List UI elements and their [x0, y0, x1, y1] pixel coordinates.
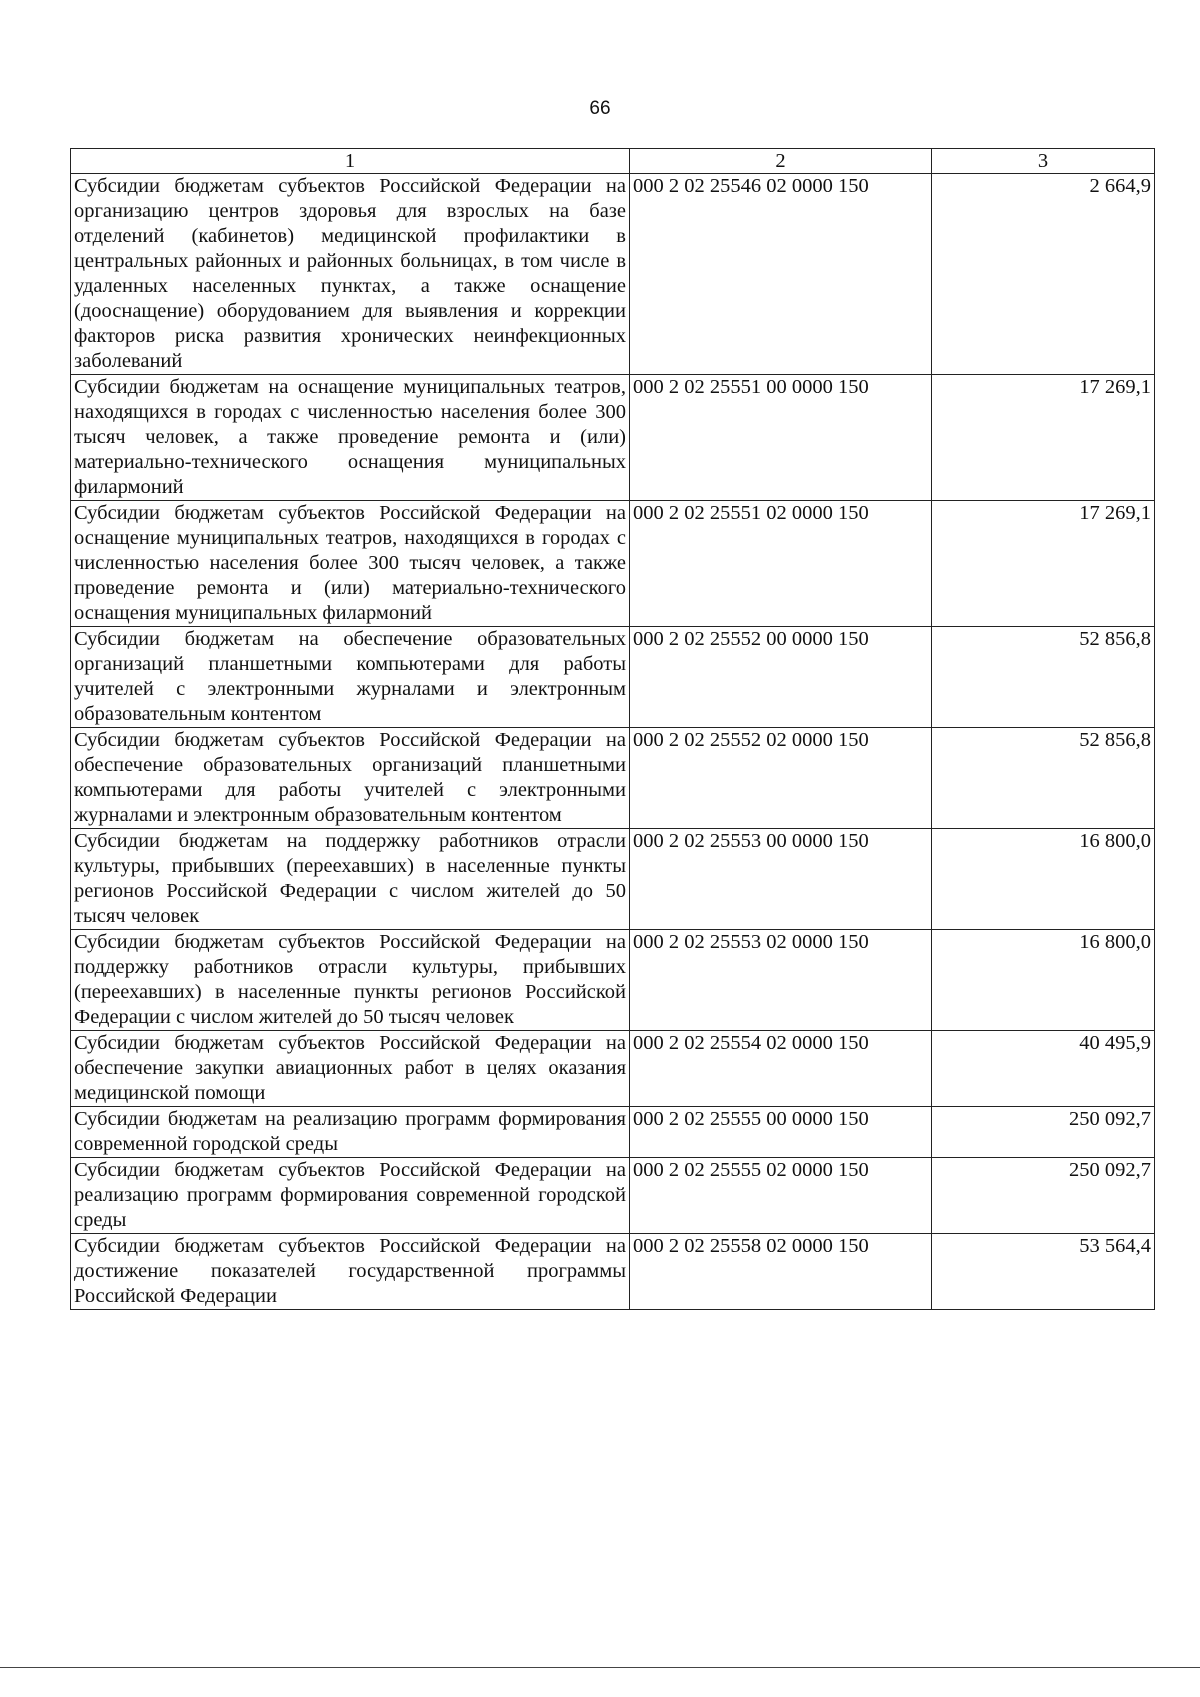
- row-amount: 16 800,0: [932, 829, 1155, 930]
- row-amount: 17 269,1: [932, 501, 1155, 627]
- table-row: [71, 930, 1155, 1031]
- budget-table: [70, 148, 1155, 1310]
- row-description: Субсидии бюджетам субъектов Российской Федерации на организацию центров здоровья для взрослых на базе отделений (кабинетов) медицинской профилактики в центральных районных и районных больницах, в том числе в удаленных населенных пунктах, а также оснащение (дооснащение) оборудованием для выявления и коррекции факторов риска развития хронических неинфекционных заболеваний: [71, 174, 630, 375]
- table-row: [71, 627, 1155, 728]
- row-amount: 250 092,7: [932, 1107, 1155, 1158]
- column-header-3: 3: [932, 149, 1155, 174]
- row-description: Субсидии бюджетам на обеспечение образовательных организаций планшетными компьютерами для работы учителей с электронными журналами и электронным образовательным контентом: [71, 627, 630, 728]
- row-code: 000 2 02 25553 00 0000 150: [630, 829, 932, 930]
- row-code: 000 2 02 25555 00 0000 150: [630, 1107, 932, 1158]
- row-description: Субсидии бюджетам на поддержку работников отрасли культуры, прибывших (переехавших) в населенные пункты регионов Российской Федерации с числом жителей до 50 тысяч человек: [71, 829, 630, 930]
- table-row: [71, 1031, 1155, 1107]
- table-row: [71, 174, 1155, 375]
- table-row: [71, 1234, 1155, 1310]
- row-amount: 52 856,8: [932, 728, 1155, 829]
- row-description: Субсидии бюджетам субъектов Российской Федерации на достижение показателей государственной программы Российской Федерации: [71, 1234, 630, 1310]
- row-code: 000 2 02 25546 02 0000 150: [630, 174, 932, 375]
- table-row: [71, 501, 1155, 627]
- row-description: Субсидии бюджетам субъектов Российской Федерации на оснащение муниципальных театров, находящихся в городах с численностью населения более 300 тысяч человек, а также проведение ремонта и (или) материально-технического оснащения муниципальных филармоний: [71, 501, 630, 627]
- row-amount: 250 092,7: [932, 1158, 1155, 1234]
- row-amount: 52 856,8: [932, 627, 1155, 728]
- table-row: [71, 1107, 1155, 1158]
- row-code: 000 2 02 25553 02 0000 150: [630, 930, 932, 1031]
- page-number: 66: [589, 98, 611, 119]
- column-header-2: 2: [630, 149, 932, 174]
- row-description: Субсидии бюджетам на реализацию программ формирования современной городской среды: [71, 1107, 630, 1158]
- row-description: Субсидии бюджетам субъектов Российской Федерации на обеспечение образовательных организаций планшетными компьютерами для работы учителей с электронными журналами и электронным образовательным контентом: [71, 728, 630, 829]
- row-code: 000 2 02 25551 02 0000 150: [630, 501, 932, 627]
- row-amount: 16 800,0: [932, 930, 1155, 1031]
- table-row: [71, 1158, 1155, 1234]
- row-amount: 40 495,9: [932, 1031, 1155, 1107]
- table-row: [71, 375, 1155, 501]
- row-amount: 17 269,1: [932, 375, 1155, 501]
- row-code: 000 2 02 25555 02 0000 150: [630, 1158, 932, 1234]
- footer-divider: [0, 1667, 1200, 1668]
- row-code: 000 2 02 25558 02 0000 150: [630, 1234, 932, 1310]
- row-code: 000 2 02 25552 00 0000 150: [630, 627, 932, 728]
- row-description: Субсидии бюджетам субъектов Российской Федерации на поддержку работников отрасли культуры, прибывших (переехавших) в населенные пункты регионов Российской Федерации с числом жителей до 50 тысяч человек: [71, 930, 630, 1031]
- header-row: [71, 149, 1155, 174]
- table-row: [71, 728, 1155, 829]
- row-description: Субсидии бюджетам субъектов Российской Федерации на реализацию программ формирования современной городской среды: [71, 1158, 630, 1234]
- row-code: 000 2 02 25554 02 0000 150: [630, 1031, 932, 1107]
- row-code: 000 2 02 25551 00 0000 150: [630, 375, 932, 501]
- row-description: Субсидии бюджетам на оснащение муниципальных театров, находящихся в городах с численностью населения более 300 тысяч человек, а также проведение ремонта и (или) материально-технического оснащения муниципальных филармоний: [71, 375, 630, 501]
- row-description: Субсидии бюджетам субъектов Российской Федерации на обеспечение закупки авиационных работ в целях оказания медицинской помощи: [71, 1031, 630, 1107]
- row-amount: 2 664,9: [932, 174, 1155, 375]
- row-code: 000 2 02 25552 02 0000 150: [630, 728, 932, 829]
- column-header-1: 1: [71, 149, 630, 174]
- row-amount: 53 564,4: [932, 1234, 1155, 1310]
- table-row: [71, 829, 1155, 930]
